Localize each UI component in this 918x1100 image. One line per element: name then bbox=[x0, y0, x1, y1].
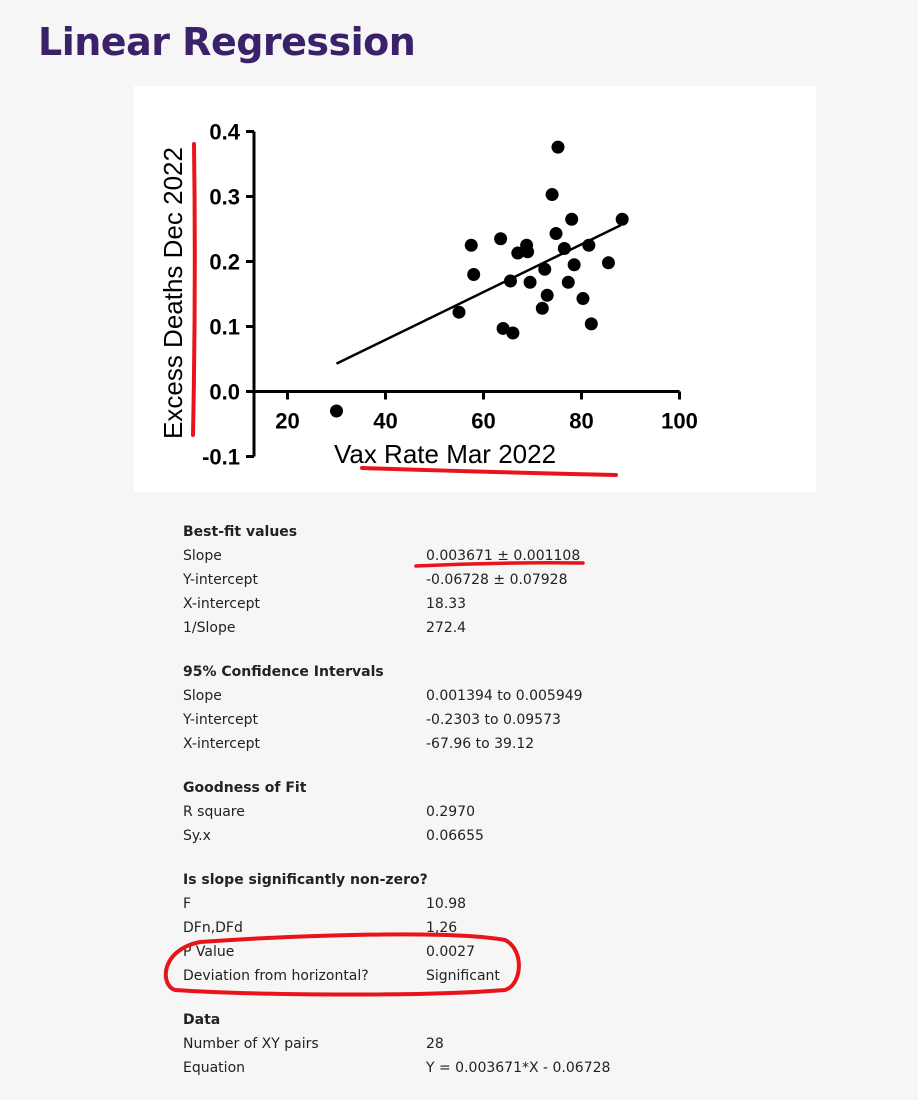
stat-value: 0.001394 to 0.005949 bbox=[426, 688, 583, 704]
x-tick-label: 40 bbox=[373, 408, 398, 434]
y-tick-label: 0.2 bbox=[209, 249, 240, 275]
stat-row-ci-y-intercept bbox=[183, 708, 743, 732]
stat-label: P Value bbox=[183, 944, 235, 960]
page-title: Linear Regression bbox=[38, 20, 416, 64]
section-title: Data bbox=[183, 1012, 221, 1028]
section-title: Best-fit values bbox=[183, 524, 298, 540]
stat-value: 1,26 bbox=[426, 920, 458, 936]
stat-row-ci-x-intercept bbox=[183, 732, 743, 756]
stat-label: DFn,DFd bbox=[183, 920, 243, 936]
y-tick-label: 0.1 bbox=[209, 314, 240, 340]
data-point bbox=[585, 317, 598, 330]
slope-value: 0.003671 ± 0.001108 bbox=[426, 548, 581, 564]
stat-row-x-intercept bbox=[183, 592, 743, 616]
stat-row-deviation bbox=[183, 964, 743, 988]
stat-label: 1/Slope bbox=[183, 620, 236, 636]
x-axis-label: Vax Rate Mar 2022 bbox=[333, 439, 557, 469]
data-point bbox=[453, 306, 466, 319]
section-title: Goodness of Fit bbox=[183, 780, 307, 796]
data-point bbox=[494, 232, 507, 245]
y-axis-label: Excess Deaths Dec 2022 bbox=[158, 147, 188, 439]
data-point bbox=[550, 227, 563, 240]
data-point bbox=[602, 256, 615, 269]
stat-value: 0.06655 bbox=[426, 828, 484, 844]
x-tick-label: 80 bbox=[569, 408, 594, 434]
y-label-underline bbox=[193, 144, 195, 435]
stat-row-f bbox=[183, 892, 743, 916]
stat-row-equation bbox=[183, 1056, 743, 1080]
stat-row-df bbox=[183, 916, 743, 940]
stat-value: 10.98 bbox=[426, 896, 467, 912]
section-best-fit bbox=[183, 520, 743, 640]
data-point bbox=[524, 276, 537, 289]
data-point bbox=[568, 258, 581, 271]
data-point bbox=[616, 213, 629, 226]
stat-row-r-square bbox=[183, 800, 743, 824]
stat-label: Slope bbox=[183, 548, 222, 564]
section-confidence-intervals bbox=[183, 660, 743, 756]
regression-results bbox=[183, 520, 743, 1100]
stat-value: 28 bbox=[426, 1036, 444, 1052]
data-point bbox=[551, 141, 564, 154]
stat-label: Equation bbox=[183, 1060, 246, 1076]
data-point bbox=[546, 188, 559, 201]
stat-label: X-intercept bbox=[183, 736, 260, 752]
data-point bbox=[467, 268, 480, 281]
x-tick-label: 100 bbox=[661, 408, 698, 434]
stat-row-p-value bbox=[183, 940, 743, 964]
chart-svg bbox=[134, 86, 816, 492]
stat-value: Y = 0.003671*X - 0.06728 bbox=[426, 1060, 611, 1076]
stat-row-slope bbox=[183, 544, 743, 568]
stat-value: -0.2303 to 0.09573 bbox=[426, 712, 561, 728]
section-title: Is slope significantly non-zero? bbox=[183, 872, 428, 888]
data-point bbox=[330, 405, 343, 418]
stat-label: Sy.x bbox=[183, 828, 211, 844]
section-slope-significance bbox=[183, 868, 743, 988]
data-point bbox=[521, 245, 534, 258]
stat-value: -67.96 to 39.12 bbox=[426, 736, 535, 752]
stat-row-syx bbox=[183, 824, 743, 848]
stat-value: 272.4 bbox=[426, 620, 467, 636]
x-tick-label: 20 bbox=[275, 408, 300, 434]
stat-label: F bbox=[183, 896, 192, 912]
stat-label: Number of XY pairs bbox=[183, 1036, 319, 1052]
data-point bbox=[465, 239, 478, 252]
data-point bbox=[562, 276, 575, 289]
y-tick-label: 0.3 bbox=[209, 184, 240, 210]
data-point bbox=[506, 327, 519, 340]
stat-value: 0.2970 bbox=[426, 804, 475, 820]
stat-value: 0.0027 bbox=[426, 944, 475, 960]
x-label-underline bbox=[362, 468, 616, 475]
y-tick-label: -0.1 bbox=[202, 444, 240, 470]
stat-label: X-intercept bbox=[183, 596, 260, 612]
data-points bbox=[330, 141, 629, 418]
section-goodness-of-fit bbox=[183, 776, 743, 848]
section-title: 95% Confidence Intervals bbox=[183, 664, 384, 680]
stat-label: R square bbox=[183, 804, 245, 820]
stat-label: Slope bbox=[183, 688, 222, 704]
data-point bbox=[536, 302, 549, 315]
section-data bbox=[183, 1008, 743, 1080]
data-point bbox=[576, 292, 589, 305]
data-point bbox=[565, 213, 578, 226]
stat-label: Y-intercept bbox=[183, 572, 258, 588]
stat-row-inverse-slope bbox=[183, 616, 743, 640]
y-tick-label: 0.4 bbox=[209, 119, 240, 145]
data-point bbox=[541, 289, 554, 302]
axes bbox=[202, 120, 698, 470]
stat-value: -0.06728 ± 0.07928 bbox=[426, 572, 568, 588]
stat-label: Y-intercept bbox=[183, 712, 258, 728]
stat-row-y-intercept bbox=[183, 568, 743, 592]
stat-label: Deviation from horizontal? bbox=[183, 968, 369, 984]
x-tick-label: 60 bbox=[471, 408, 496, 434]
stat-row-xy-pairs bbox=[183, 1032, 743, 1056]
stat-value: 18.33 bbox=[426, 596, 467, 612]
y-tick-label: 0.0 bbox=[209, 379, 240, 405]
scatter-chart bbox=[134, 86, 816, 492]
stat-row-ci-slope bbox=[183, 684, 743, 708]
stat-value: Significant bbox=[426, 968, 500, 984]
